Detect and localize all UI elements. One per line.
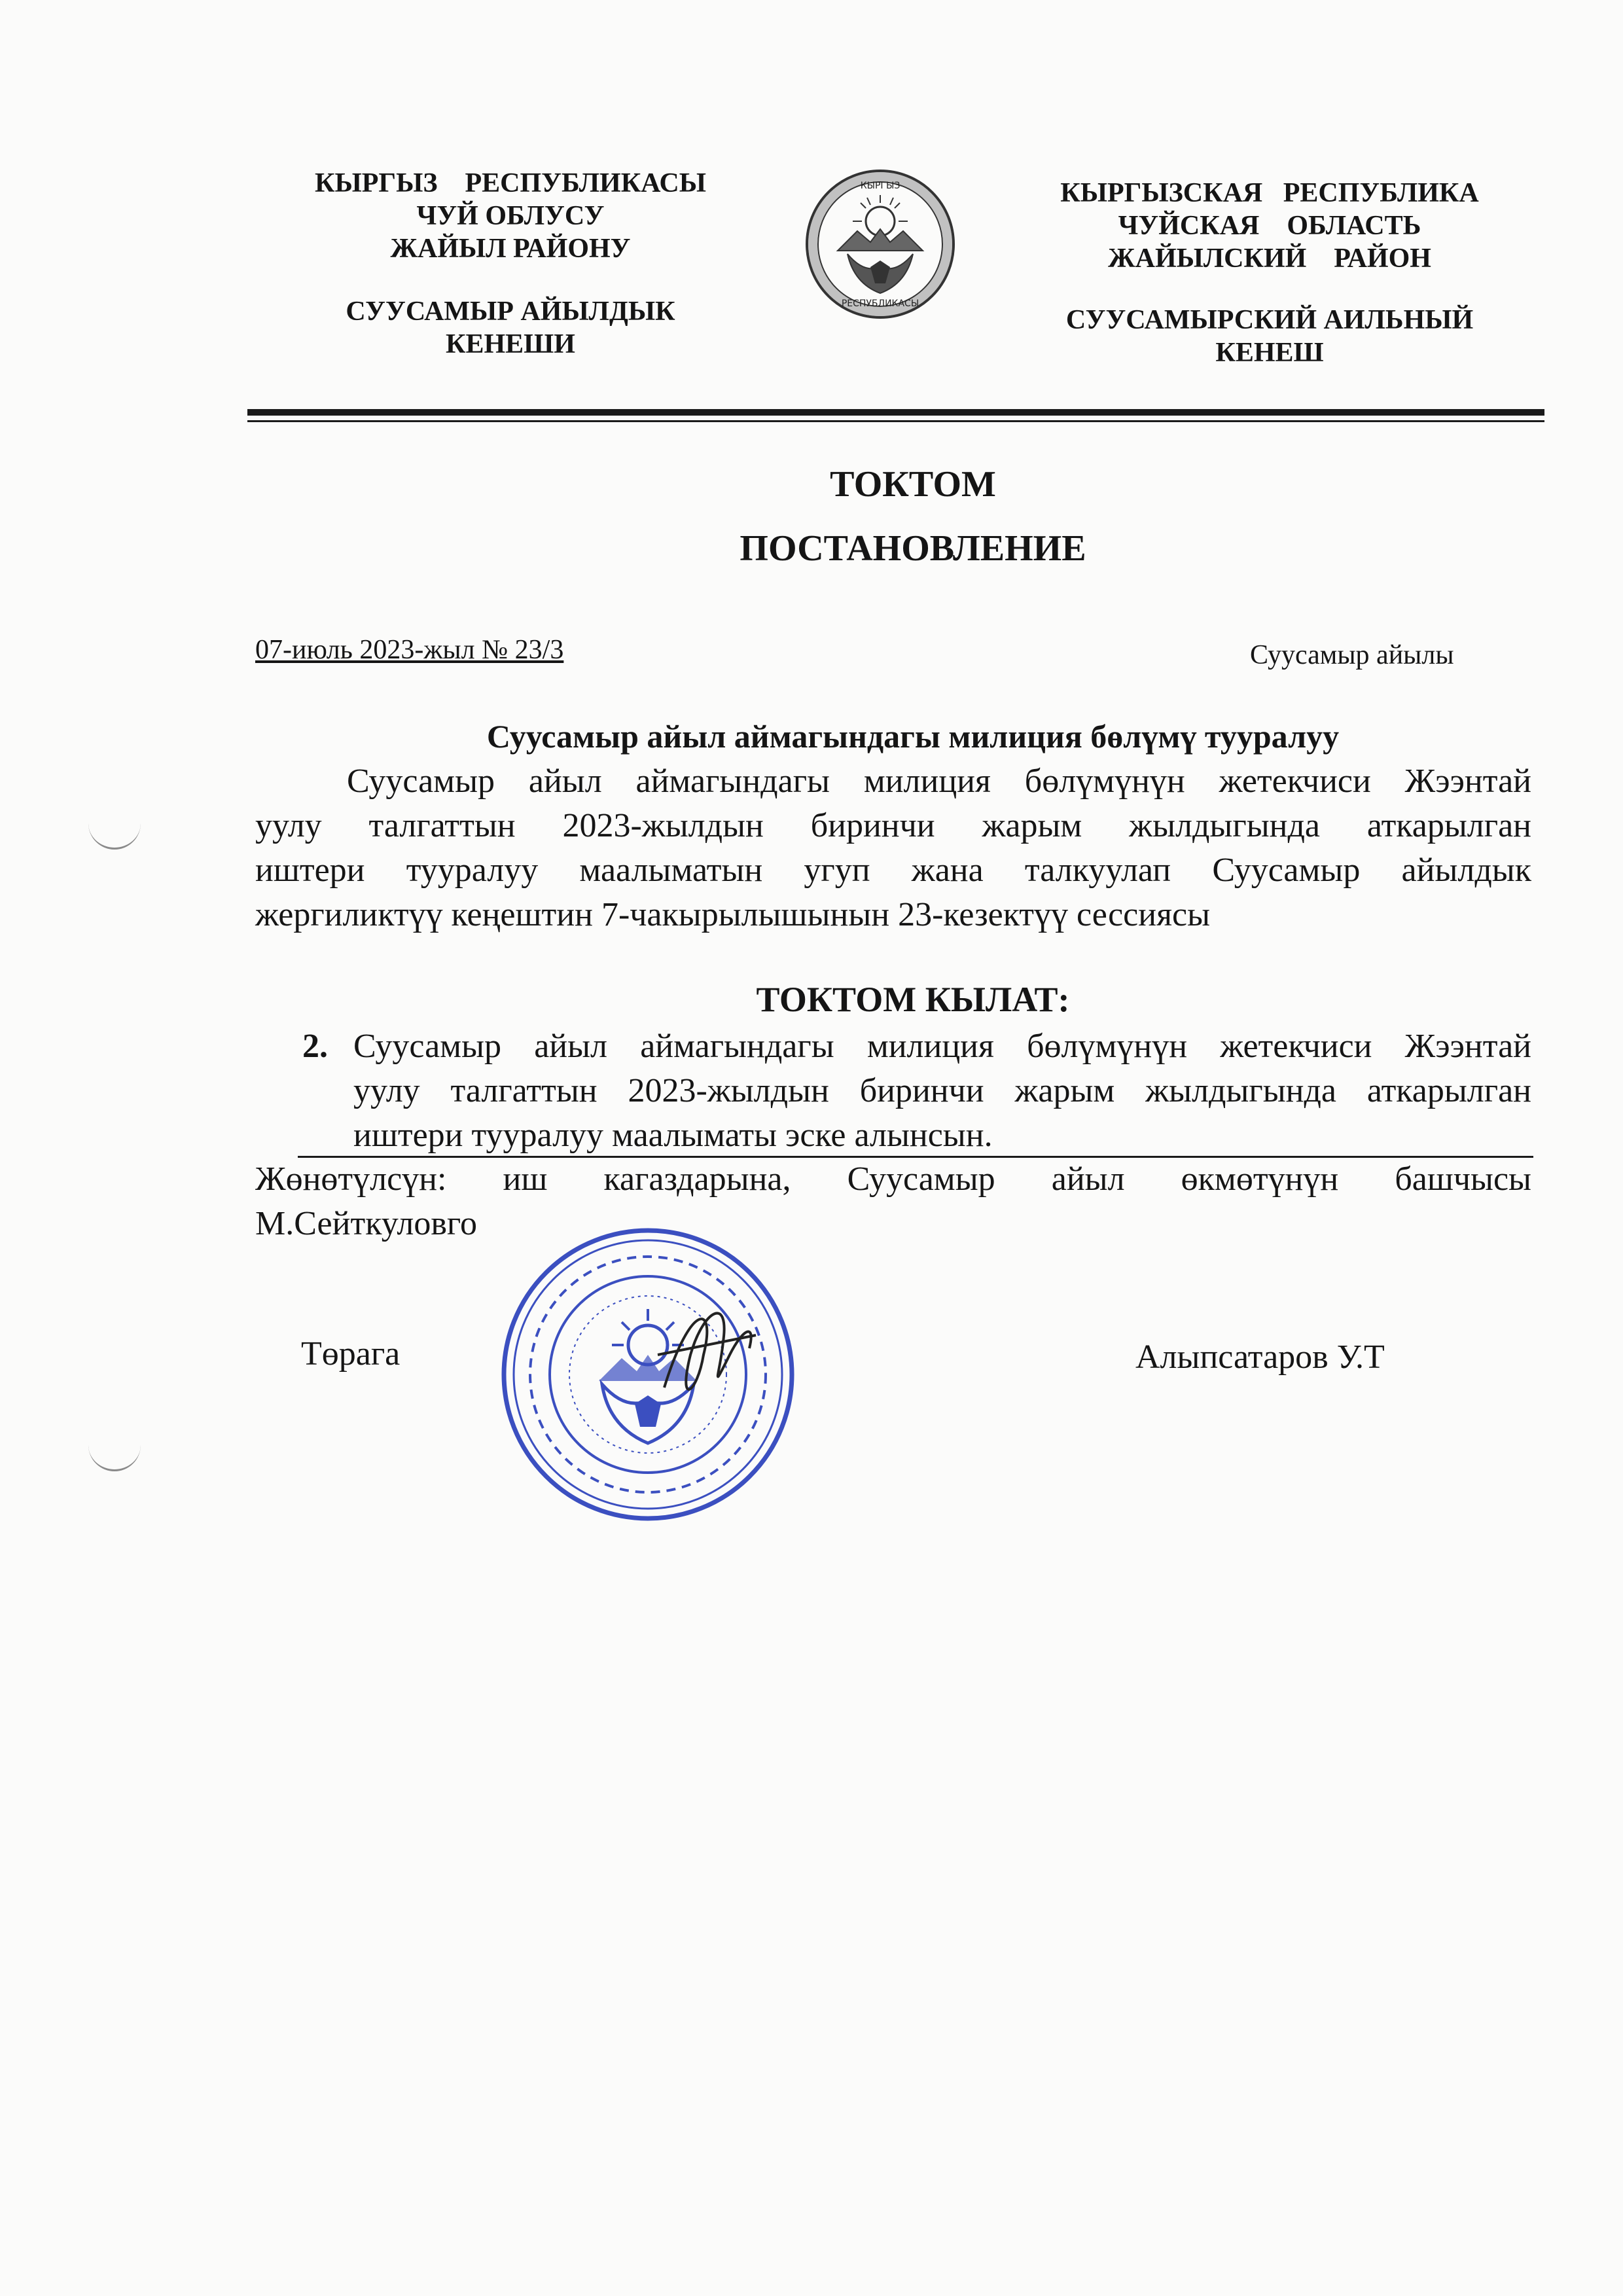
preamble-line-1: Суусамыр айыл аймагындагы милиция бөлүмүнүн жетекчиси Жээнтай (347, 762, 1531, 800)
punch-hole-top (88, 821, 141, 850)
item-number: 2. (302, 1028, 328, 1065)
official-seal-stamp (494, 1224, 802, 1525)
header-left-line3: ЖАЙЫЛ РАЙОНУ (390, 234, 631, 264)
preamble-paragraph (255, 759, 1531, 937)
preamble-line-3: иштери тууралуу маалыматын угуп жана талкуулап Суусамыр айылдык (255, 852, 1531, 889)
header-right-line5: КЕНЕШ (1215, 338, 1324, 368)
preamble-line-4: жергиликтүү кеңештин 7-чакырылышынын 23-кезектүү сессиясы (255, 896, 1211, 933)
sent-to-line-2: М.Сейткуловго (255, 1205, 477, 1242)
emblem-ring-text-top: КЫРГЫЗ (860, 181, 901, 191)
title-ru: ПОСТАНОВЛЕНИЕ (740, 528, 1086, 569)
item-line-3: иштери тууралуу маалыматы эске алынсын. (353, 1117, 993, 1154)
item-line-2: уулу талгаттын 2023-жылдын биринчи жарым жылдыгында аткарылган (353, 1072, 1531, 1109)
state-emblem (802, 169, 959, 319)
header-left-line5: КЕНЕШИ (446, 329, 575, 359)
signer-name: Алыпсатаров У.Т (1135, 1338, 1385, 1376)
punch-hole-bottom (88, 1443, 141, 1471)
date-number: 07-июль 2023-жыл № 23/3 (255, 635, 564, 665)
item-line-1: Суусамыр айыл аймагындагы милиция бөлүмүнүн жетекчиси Жээнтай (353, 1028, 1531, 1065)
header-divider-thick (247, 409, 1544, 416)
title-kg: ТОКТОМ (830, 464, 996, 505)
header-right-block (1027, 177, 1512, 369)
preamble-line-2: уулу талгаттын 2023-жылдын биринчи жарым жылдыгында аткарылган (255, 807, 1531, 844)
sent-to-block (255, 1157, 1531, 1246)
header-right-line3: ЖАЙЫЛСКИЙ РАЙОН (1108, 243, 1431, 274)
subject-heading: Суусамыр айыл аймагындагы милиция бөлүмү тууралуу (486, 718, 1340, 755)
item-text (353, 1024, 1531, 1158)
place-name: Суусамыр айылы (1250, 640, 1454, 670)
decides-heading: ТОКТОМ КЫЛАТ: (756, 980, 1070, 1019)
header-right-line4: СУУСАМЫРСКИЙ АИЛЬНЫЙ (1065, 305, 1474, 335)
header-right-line2: ЧУЙСКАЯ ОБЛАСТЬ (1118, 211, 1421, 241)
sent-to-line-1: Жөнөтүлсүн: иш кагаздарына, Суусамыр айыл өкмөтүнүн башчысы (255, 1160, 1531, 1198)
header-left-line4: СУУСАМЫР АЙЫЛДЫК (346, 296, 675, 327)
header-right-line1: КЫРГЫЗСКАЯ РЕСПУБЛИКА (1060, 178, 1479, 208)
header-left-line2: ЧУЙ ОБЛУСУ (416, 201, 605, 231)
header-left-line1: КЫРГЫЗ РЕСПУБЛИКАСЫ (315, 168, 706, 198)
header-divider-thin (247, 420, 1544, 422)
emblem-ring-text-bottom: РЕСПУБЛИКАСЫ (841, 298, 919, 309)
header-left-block (275, 167, 746, 361)
signer-title: Төрага (301, 1335, 401, 1372)
